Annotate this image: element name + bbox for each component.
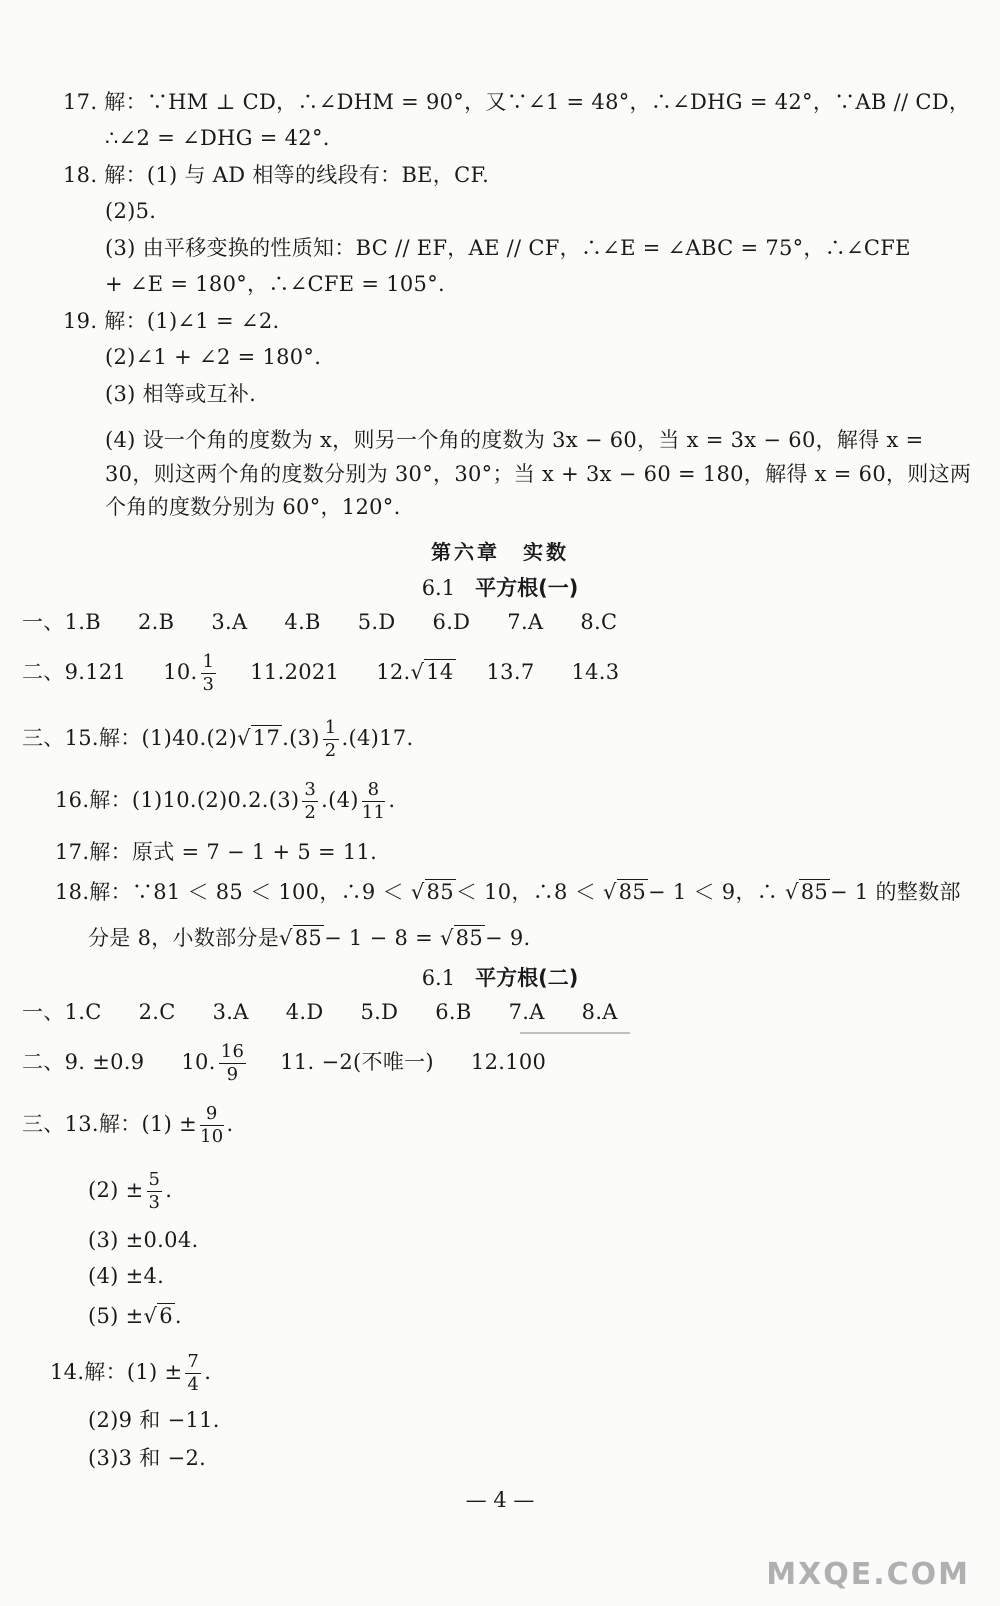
radicand: 14 <box>426 660 454 684</box>
numerator: 1 <box>202 651 215 672</box>
denominator: 3 <box>148 1192 161 1213</box>
q13-line4: (4) ±4. <box>88 1264 165 1288</box>
answer-item: 3.A <box>212 1000 249 1024</box>
q19-line4: (4) 设一个角的度数为 x，则另一个角的度数为 3x − 60，当 x = 3x − 60，解得 x = <box>105 428 924 452</box>
q18-line1-sec1 <box>55 878 961 906</box>
q19-line2: (2)∠1 + ∠2 = 180°. <box>105 345 322 369</box>
answer-item: 5.D <box>357 610 396 634</box>
section-number: 6.1 <box>421 576 456 600</box>
section-title-2 <box>0 962 1000 992</box>
answer-item: 8.A <box>581 1000 618 1024</box>
text-run: (5) ± <box>88 1304 144 1328</box>
radicand: 17 <box>252 726 281 750</box>
q18-line2-sec1 <box>88 924 531 952</box>
q19-line5: 30，则这两个角的度数分别为 30°，30°；当 x + 3x − 60 = 180，解得 x = 60，则这两 <box>105 462 972 486</box>
answer-item: 7.A <box>508 1000 545 1024</box>
answer-item: 11. −2(不唯一) <box>280 1050 434 1074</box>
q17-line2: ∴∠2 = ∠DHG = 42°. <box>105 126 330 150</box>
answer-item: 11.2021 <box>250 660 340 684</box>
answer-item: 8.C <box>580 610 618 634</box>
q13-line2 <box>88 1168 172 1212</box>
answer-item: 12.100 <box>470 1050 547 1074</box>
fraction <box>219 1043 247 1084</box>
answer-item: 10. <box>163 660 198 684</box>
q13-line5 <box>88 1302 182 1330</box>
radicand: 85 <box>294 926 323 950</box>
text-run: . <box>388 788 396 812</box>
fraction <box>323 719 339 760</box>
numerator: 7 <box>187 1351 200 1372</box>
numerator: 5 <box>148 1169 161 1190</box>
text-run: − 1 ＜ 9，∴ <box>648 880 779 904</box>
fraction <box>362 781 386 822</box>
answer-item: 2.B <box>137 610 175 634</box>
square-root: √85 <box>439 926 483 950</box>
choice-answers-1 <box>22 608 647 636</box>
text-run: − 1 的整数部 <box>830 880 961 904</box>
square-root: √14 <box>410 660 454 684</box>
fraction <box>147 1171 163 1212</box>
fraction <box>185 1353 201 1394</box>
chapter-title: 第六章 实数 <box>431 540 569 564</box>
numerator: 1 <box>324 717 337 738</box>
text-run: 18.解：∵81 ＜ 85 ＜ 100，∴9 ＜ <box>55 880 404 904</box>
text-run: 三、15.解：(1)40.(2) <box>22 726 238 750</box>
answer-item: 6.B <box>435 1000 472 1024</box>
text-run: . <box>226 1112 234 1136</box>
text-run: − 9. <box>484 926 531 950</box>
numerator: 16 <box>220 1041 245 1062</box>
q13-line3: (3) ±0.04. <box>88 1228 199 1252</box>
answer-item: 6.D <box>432 610 471 634</box>
q16-line <box>55 778 395 822</box>
choice-answers-2 <box>22 998 648 1026</box>
fill-answers-1 <box>22 650 649 694</box>
square-root: √6 <box>143 1304 173 1328</box>
fraction <box>201 653 217 694</box>
numerator: 3 <box>304 779 317 800</box>
square-root: √17 <box>237 726 281 750</box>
text-run: 三、13.解：(1) ± <box>22 1112 198 1136</box>
radicand: 85 <box>455 926 483 950</box>
text-run: 14.解：(1) ± <box>50 1360 183 1384</box>
denominator: 2 <box>304 802 317 823</box>
denominator: 10 <box>200 1126 224 1147</box>
q17-line1: 17. 解：∵HM ⊥ CD，∴∠DHM = 90°，又∵∠1 = 48°，∴∠DHG = 42°，∵AB // CD， <box>63 90 971 114</box>
q15-line <box>22 716 413 760</box>
denominator: 4 <box>187 1374 200 1395</box>
square-root: √85 <box>410 880 454 904</box>
radicand: 85 <box>800 880 829 904</box>
answer-item: 一、1.B <box>22 610 101 634</box>
q13-line1 <box>22 1102 234 1146</box>
denominator: 3 <box>202 674 215 695</box>
q18-line4: + ∠E = 180°，∴∠CFE = 105°. <box>105 272 445 296</box>
numerator: 8 <box>362 781 386 802</box>
denominator: 11 <box>361 802 386 823</box>
answer-item: 3.A <box>211 610 248 634</box>
answer-item: 二、9.121 <box>22 660 127 684</box>
answer-item: 10. <box>181 1050 216 1074</box>
q19-line1: 19. 解：(1)∠1 = ∠2. <box>63 309 280 333</box>
answer-item: 二、9. ±0.9 <box>22 1050 145 1074</box>
scan-artifact-line <box>520 1032 630 1034</box>
q18-line3: (3) 由平移变换的性质知：BC // EF，AE // CF，∴∠E = ∠ABC = 75°，∴∠CFE <box>105 236 911 260</box>
answer-item: 7.A <box>507 610 544 634</box>
q17-answer: 17.解：原式 = 7 − 1 + 5 = 11. <box>55 840 378 864</box>
text-run: . <box>165 1178 173 1202</box>
page-number: — 4 — <box>465 1488 535 1512</box>
text-run: . <box>174 1304 182 1328</box>
text-run: . <box>204 1360 212 1384</box>
answer-item: 14.3 <box>571 660 620 684</box>
text-run: .(4) <box>321 788 359 812</box>
radicand: 85 <box>426 880 454 904</box>
text-run: 分是 8，小数部分是 <box>88 926 280 950</box>
watermark: MXQE.COM <box>766 1557 970 1592</box>
fraction <box>302 781 318 822</box>
q18-line1: 18. 解：(1) 与 AD 相等的线段有：BE，CF. <box>63 163 490 187</box>
answer-item: 13.7 <box>486 660 535 684</box>
answer-item: 5.D <box>360 1000 399 1024</box>
section-number: 6.1 <box>421 966 456 990</box>
answer-item: 4.B <box>284 610 321 634</box>
q14-line1 <box>50 1350 211 1394</box>
square-root: √85 <box>279 926 323 950</box>
text-run: ＜ 10，∴8 ＜ <box>455 880 596 904</box>
square-root: √85 <box>785 880 829 904</box>
denominator: 2 <box>324 740 337 761</box>
q18-line2: (2)5. <box>105 199 157 223</box>
text-run: − 1 − 8 = <box>324 926 433 950</box>
answer-item: 4.D <box>285 1000 324 1024</box>
section-name: 平方根(二) <box>475 966 579 990</box>
q14-line2: (2)9 和 −11. <box>88 1408 220 1432</box>
denominator: 9 <box>226 1064 239 1085</box>
square-root: √85 <box>602 880 646 904</box>
section-title-1 <box>0 572 1000 602</box>
q14-line3: (3)3 和 −2. <box>88 1446 207 1470</box>
answer-item: 2.C <box>138 1000 176 1024</box>
text-run: .(4)17. <box>341 726 414 750</box>
text-run: 16.解：(1)10.(2)0.2.(3) <box>55 788 300 812</box>
fraction <box>200 1105 224 1146</box>
radicand: 6 <box>159 1304 173 1328</box>
text-run: .(3) <box>282 726 320 750</box>
numerator: 9 <box>200 1105 224 1126</box>
q19-line3: (3) 相等或互补. <box>105 382 257 406</box>
fill-answers-2 <box>22 1040 576 1084</box>
radicand: 85 <box>618 880 646 904</box>
q19-line6: 个角的度数分别为 60°，120°. <box>105 495 401 519</box>
section-name: 平方根(一) <box>475 576 579 600</box>
answer-item: 一、1.C <box>22 1000 102 1024</box>
text-run: (2) ± <box>88 1178 144 1202</box>
answer-item: 12. <box>376 660 411 684</box>
